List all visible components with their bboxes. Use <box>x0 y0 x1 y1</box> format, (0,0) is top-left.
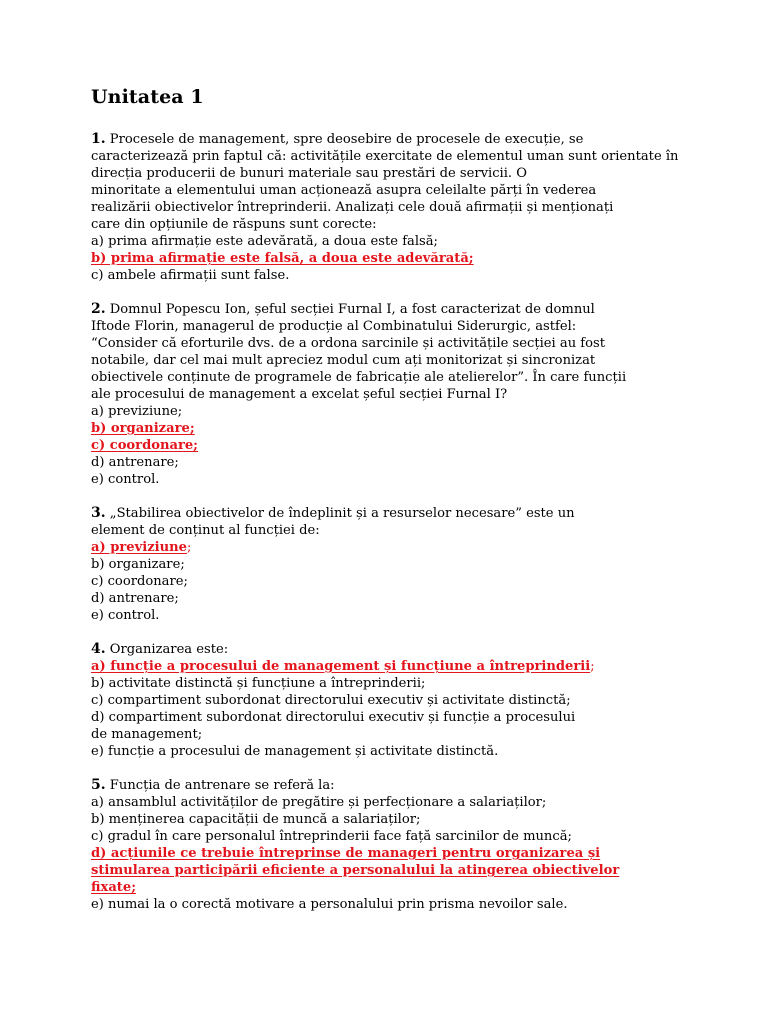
question-text-line <box>91 641 691 658</box>
answer-text: stimularea participării eficiente a personalului la atingerea obiectivelor <box>91 863 620 878</box>
answer-option <box>91 454 691 471</box>
answer-text: b) organizare; <box>91 557 185 572</box>
question-5 <box>91 777 691 913</box>
answer-option <box>91 794 691 811</box>
answer-option-correct <box>91 845 691 862</box>
answer-option-correct <box>91 437 691 454</box>
answer-option <box>91 811 691 828</box>
question-text-line <box>91 386 691 403</box>
answer-text: c) coordonare; <box>91 438 199 453</box>
question-2 <box>91 301 691 488</box>
question-text: Procesele de management, spre deosebire de procesele de execuție, se <box>109 132 584 147</box>
question-text-line <box>91 165 691 182</box>
answer-text: c) compartiment subordonat directorului executiv și activitate distinctă; <box>91 693 571 708</box>
answer-text: b) organizare; <box>91 421 195 436</box>
question-number: 4. <box>91 641 106 657</box>
question-text: Iftode Florin, managerul de producție al Combinatului Siderurgic, astfel: <box>91 319 577 334</box>
answer-text: a) prima afirmație este adevărată, a doua este falsă; <box>91 234 438 249</box>
answer-text: d) antrenare; <box>91 591 179 606</box>
answer-text: d) compartiment subordonat directorului executiv și funcție a procesului <box>91 710 576 725</box>
answer-option-correct <box>91 658 691 675</box>
question-number: 5. <box>91 777 106 793</box>
question-text-line <box>91 131 691 148</box>
answer-text: a) previziune; <box>91 404 183 419</box>
question-text: care din opțiunile de răspuns sunt corecte: <box>91 217 377 232</box>
answer-option <box>91 709 691 726</box>
question-text-line <box>91 352 691 369</box>
question-text-line <box>91 522 691 539</box>
question-text: Domnul Popescu Ion, șeful secției Furnal I, a fost caracterizat de domnul <box>109 302 595 317</box>
answer-option <box>91 743 691 760</box>
answer-option <box>91 828 691 845</box>
answer-option <box>91 692 691 709</box>
question-text-line <box>91 369 691 386</box>
question-text: element de conținut al funcției de: <box>91 523 320 538</box>
question-text: realizării obiectivelor întreprinderii. Analizați cele două afirmații și menționați <box>91 200 614 215</box>
question-text-line <box>91 505 691 522</box>
question-number: 3. <box>91 505 106 521</box>
answer-option <box>91 556 691 573</box>
question-text-line <box>91 182 691 199</box>
answer-text: e) numai la o corectă motivare a personalului prin prisma nevoilor sale. <box>91 897 568 912</box>
question-number: 1. <box>91 131 106 147</box>
question-text: “Consider că eforturile dvs. de a ordona sarcinile și activitățile secției au fost <box>91 336 606 351</box>
answer-suffix: ; <box>590 659 595 674</box>
answer-option <box>91 573 691 590</box>
answer-text: e) control. <box>91 608 160 623</box>
answer-option <box>91 726 691 743</box>
question-text-line <box>91 777 691 794</box>
answer-text: fixate; <box>91 880 137 895</box>
answer-option <box>91 675 691 692</box>
answer-text: e) funcție a procesului de management și activitate distinctă. <box>91 744 499 759</box>
answer-option <box>91 233 691 250</box>
answer-text: d) acțiunile ce trebuie întreprinse de manageri pentru organizarea și <box>91 846 601 861</box>
question-3 <box>91 505 691 624</box>
question-text: notabile, dar cel mai mult apreciez modul cum ați monitorizat și sincronizat <box>91 353 596 368</box>
answer-option <box>91 607 691 624</box>
question-text: direcția producerii de bunuri materiale sau prestări de servicii. O <box>91 166 527 181</box>
answer-text: e) control. <box>91 472 160 487</box>
answer-text: de management; <box>91 727 203 742</box>
question-text: ale procesului de management a excelat șeful secției Furnal I? <box>91 387 508 402</box>
answer-option-correct <box>91 879 691 896</box>
question-4 <box>91 641 691 760</box>
answer-text: d) antrenare; <box>91 455 179 470</box>
question-text: „Stabilirea obiectivelor de îndeplinit și a resurselor necesare” este un <box>109 506 575 521</box>
answer-text: b) activitate distinctă și funcțiune a întreprinderii; <box>91 676 426 691</box>
answer-suffix: ; <box>187 540 192 555</box>
question-text-line <box>91 318 691 335</box>
answer-text: a) funcție a procesului de management și funcțiune a întreprinderii <box>91 659 591 674</box>
question-text: obiectivele conținute de programele de fabricație ale atelierelor”. În care funcții <box>91 370 627 385</box>
question-text-line <box>91 148 691 165</box>
question-text: Funcția de antrenare se referă la: <box>109 778 335 793</box>
answer-option-correct <box>91 862 691 879</box>
answer-option <box>91 267 691 284</box>
page-title: Unitatea 1 <box>91 86 204 108</box>
answer-option-correct <box>91 420 691 437</box>
answer-text: a) ansamblul activităților de pregătire și perfecționare a salariaților; <box>91 795 547 810</box>
question-text-line <box>91 301 691 318</box>
answer-option-correct <box>91 539 691 556</box>
question-text-line <box>91 199 691 216</box>
answer-text: b) prima afirmație este falsă, a doua este adevărată; <box>91 251 474 266</box>
question-text: minoritate a elementului uman acționează asupra celeilalte părți în vederea <box>91 183 597 198</box>
question-text-line <box>91 216 691 233</box>
question-list <box>91 131 691 930</box>
answer-option-correct <box>91 250 691 267</box>
answer-option <box>91 403 691 420</box>
answer-option <box>91 896 691 913</box>
answer-text: c) coordonare; <box>91 574 188 589</box>
question-text-line <box>91 335 691 352</box>
answer-text: a) previziune <box>91 540 187 555</box>
answer-option <box>91 471 691 488</box>
question-1 <box>91 131 691 284</box>
question-text: Organizarea este: <box>109 642 229 657</box>
answer-text: c) ambele afirmații sunt false. <box>91 268 290 283</box>
answer-option <box>91 590 691 607</box>
question-number: 2. <box>91 301 106 317</box>
question-text: caracterizează prin faptul că: activitățile exercitate de elementul uman sunt orientate în <box>91 149 679 164</box>
answer-text: b) menținerea capacității de muncă a salariaților; <box>91 812 421 827</box>
answer-text: c) gradul în care personalul întreprinderii face față sarcinilor de muncă; <box>91 829 572 844</box>
